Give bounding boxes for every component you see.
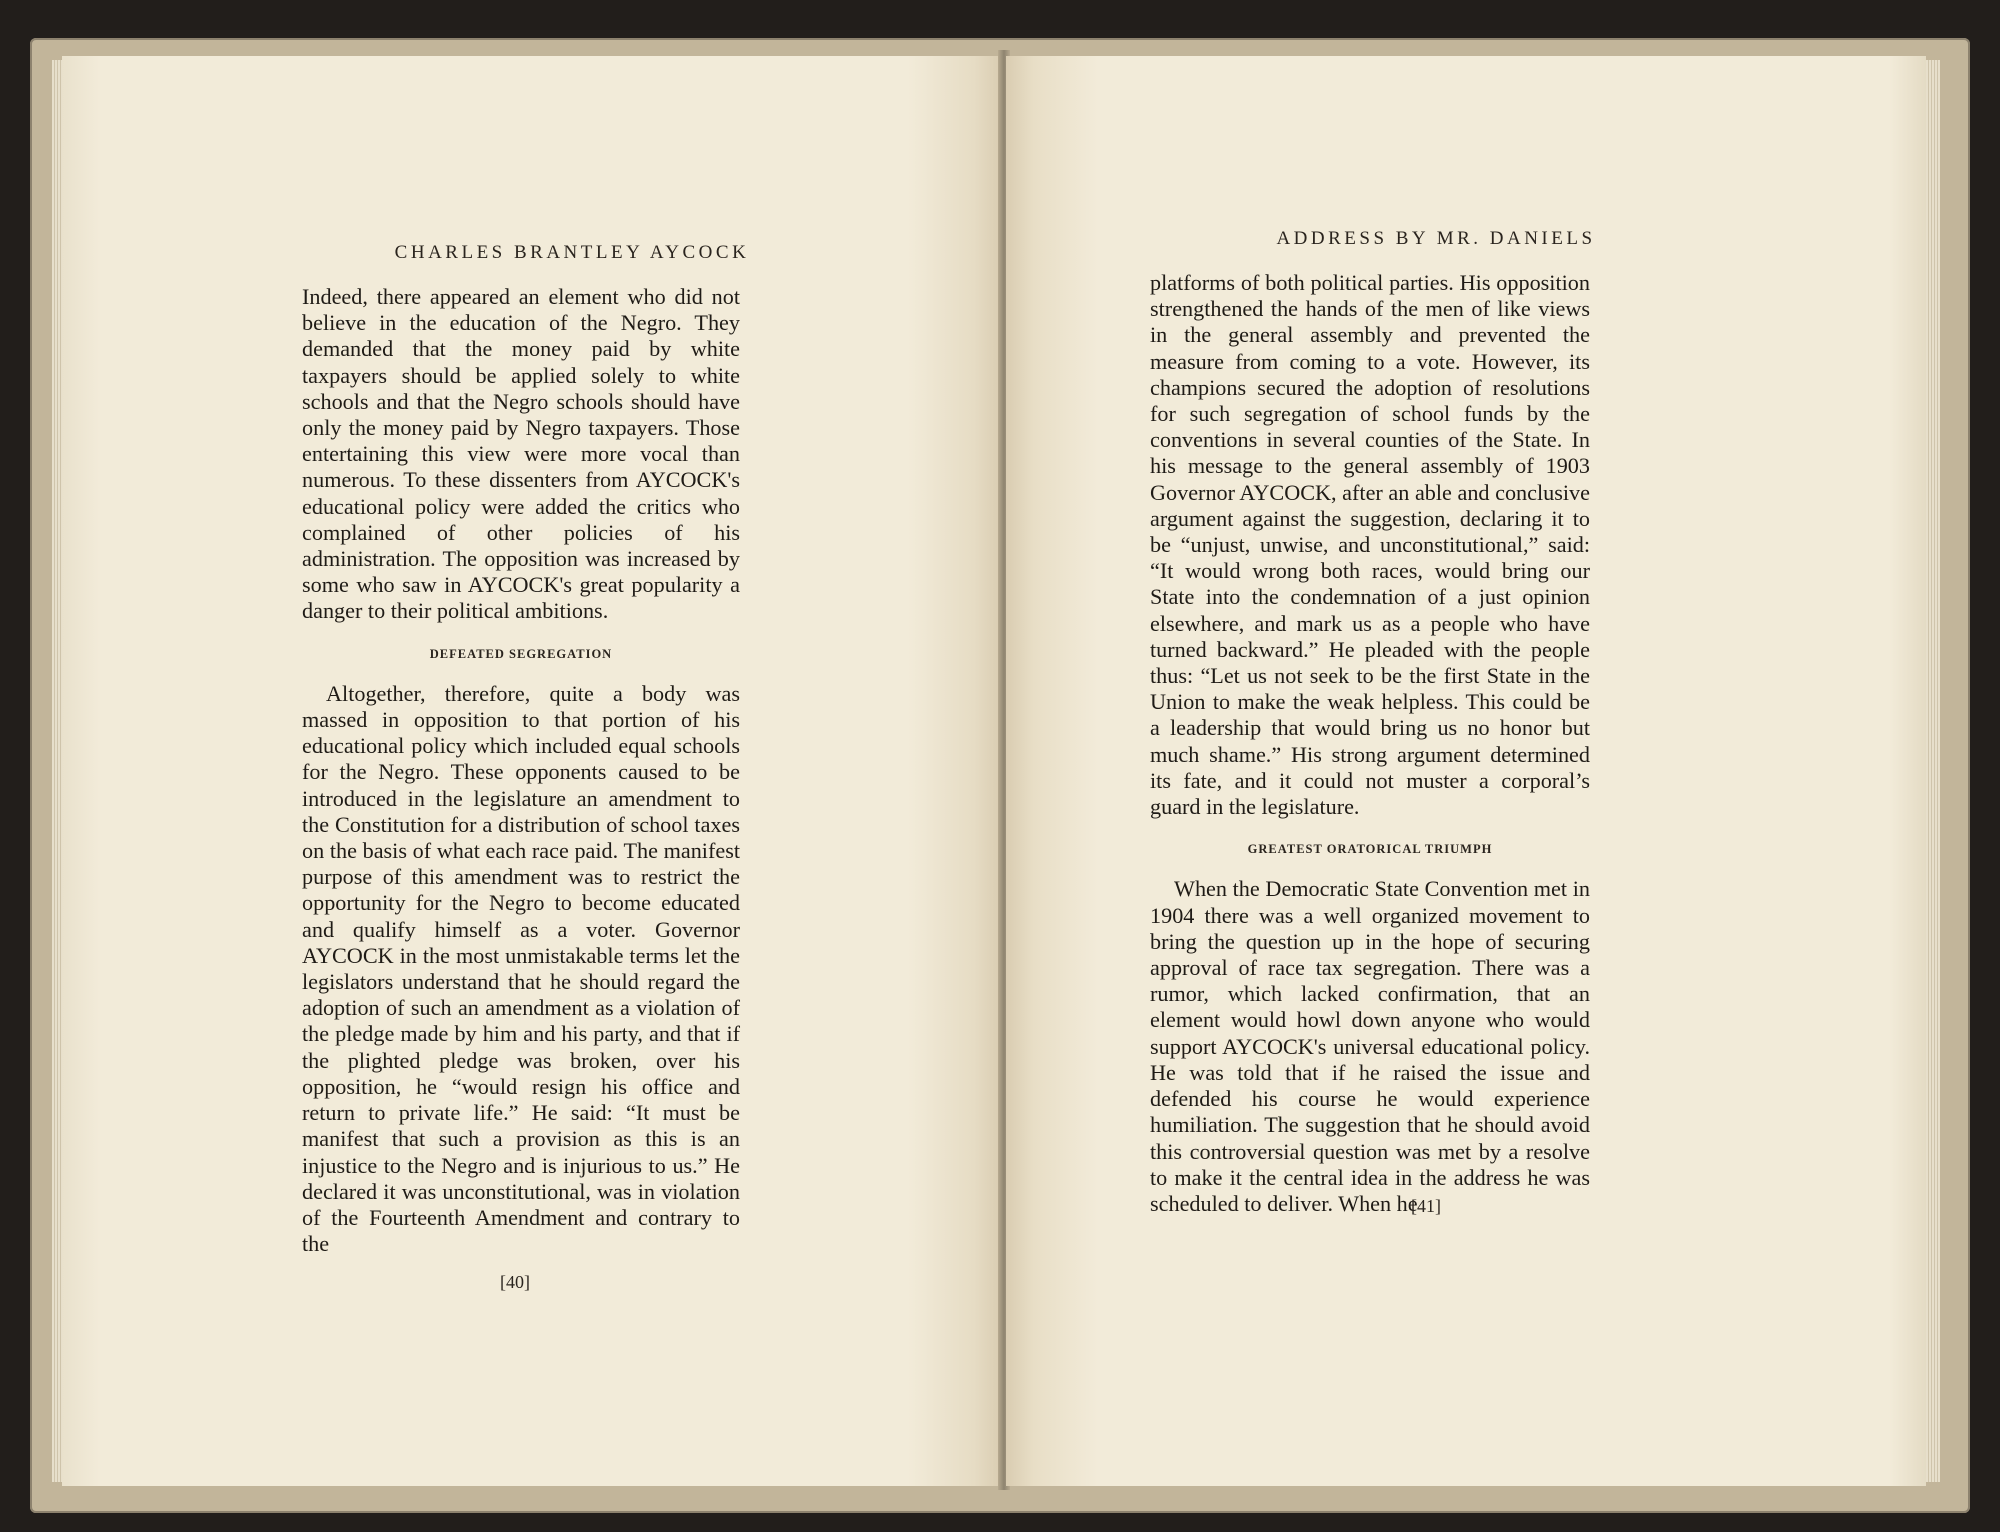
right-paragraph-1: platforms of both political parties. His opposition strengthened the hands of the men of like views in the general assembly and prevented the measure from coming to a vote. However, its champions secured the adoption of resolutions for such segregation of school funds by the conventions in several counties of the State. In his message to the general assembly of 1903 Governor AYCOCK, after an able and conclusive argument against the suggestion, declaring it to be “unjust, unwise, and unconstitutional,” said: “It would wrong both races, would bring our State into the condemnation of a just opinion elsewhere, and mark us as a people who have turned backward.” He pleaded with the people thus: “Let us not seek to be the first State in the Union to make the weak helpless. This could be a leadership that would bring us no honor but much shame.” His strong argument determined its fate, and it could not muster a corporal’s guard in the legislature. xyxy=(1150,270,1590,820)
left-paragraph-2: Altogether, therefore, quite a body was massed in opposition to that portion of his educational policy which included equal schools for the Negro. These opponents caused to be introduced in the legislature an amendment to the Constitution for a distribution of school taxes on the basis of what each race paid. The manifest purpose of this amendment was to restrict the opportunity for the Negro to become educated and qualify himself as a voter. Governor AYCOCK in the most unmistakable terms let the legislators understand that he should regard the adoption of such an amendment as a violation of the pledge made by him and his party, and that if the plighted pledge was broken, over his opposition, he “would resign his office and return to private life.” He said: “It must be manifest that such a provision as this is an injustice to the Negro and is injurious to us.” He declared it was unconstitutional, was in violation of the Fourteenth Amendment and contrary to the xyxy=(302,680,740,1257)
page-edges-left xyxy=(52,60,62,1482)
right-subheading: GREATEST ORATORICAL TRIUMPH xyxy=(1247,842,1493,857)
left-page xyxy=(62,56,1002,1486)
right-page-number: [41] xyxy=(1411,1196,1441,1216)
right-running-head: ADDRESS BY MR. DANIELS xyxy=(1276,228,1596,249)
left-page-body xyxy=(302,284,740,1257)
left-running-head: CHARLES BRANTLEY AYCOCK xyxy=(394,242,750,263)
right-page-body xyxy=(1150,270,1590,1217)
page-edges-right xyxy=(1926,60,1940,1482)
left-paragraph-1: Indeed, there appeared an element who did not believe in the education of the Negro. They demanded that the money paid by white taxpayers should be applied solely to white schools and that the Negro schools should have only the money paid by Negro taxpayers. Those entertaining this view were more vocal than numerous. To these dissenters from AYCOCK's educational policy were added the critics who complained of other policies of his administration. The opposition was increased by some who saw in AYCOCK's great popularity a danger to their political ambitions. xyxy=(302,284,740,624)
left-page-number: [40] xyxy=(500,1272,530,1292)
right-paragraph-2: When the Democratic State Convention met in 1904 there was a well organized movement to bring the question up in the hope of securing approval of race tax segregation. There was a rumor, which lacked confirmation, that an element would howl down anyone who would support AYCOCK's universal educational policy. He was told that if he raised the issue and defended his course he would experience humiliation. The suggestion that he should avoid this controversial question was met by a resolve to make it the central idea in the address he was scheduled to deliver. When he xyxy=(1150,876,1590,1216)
left-subheading: DEFEATED SEGREGATION xyxy=(429,646,613,661)
right-page xyxy=(1006,56,1926,1486)
